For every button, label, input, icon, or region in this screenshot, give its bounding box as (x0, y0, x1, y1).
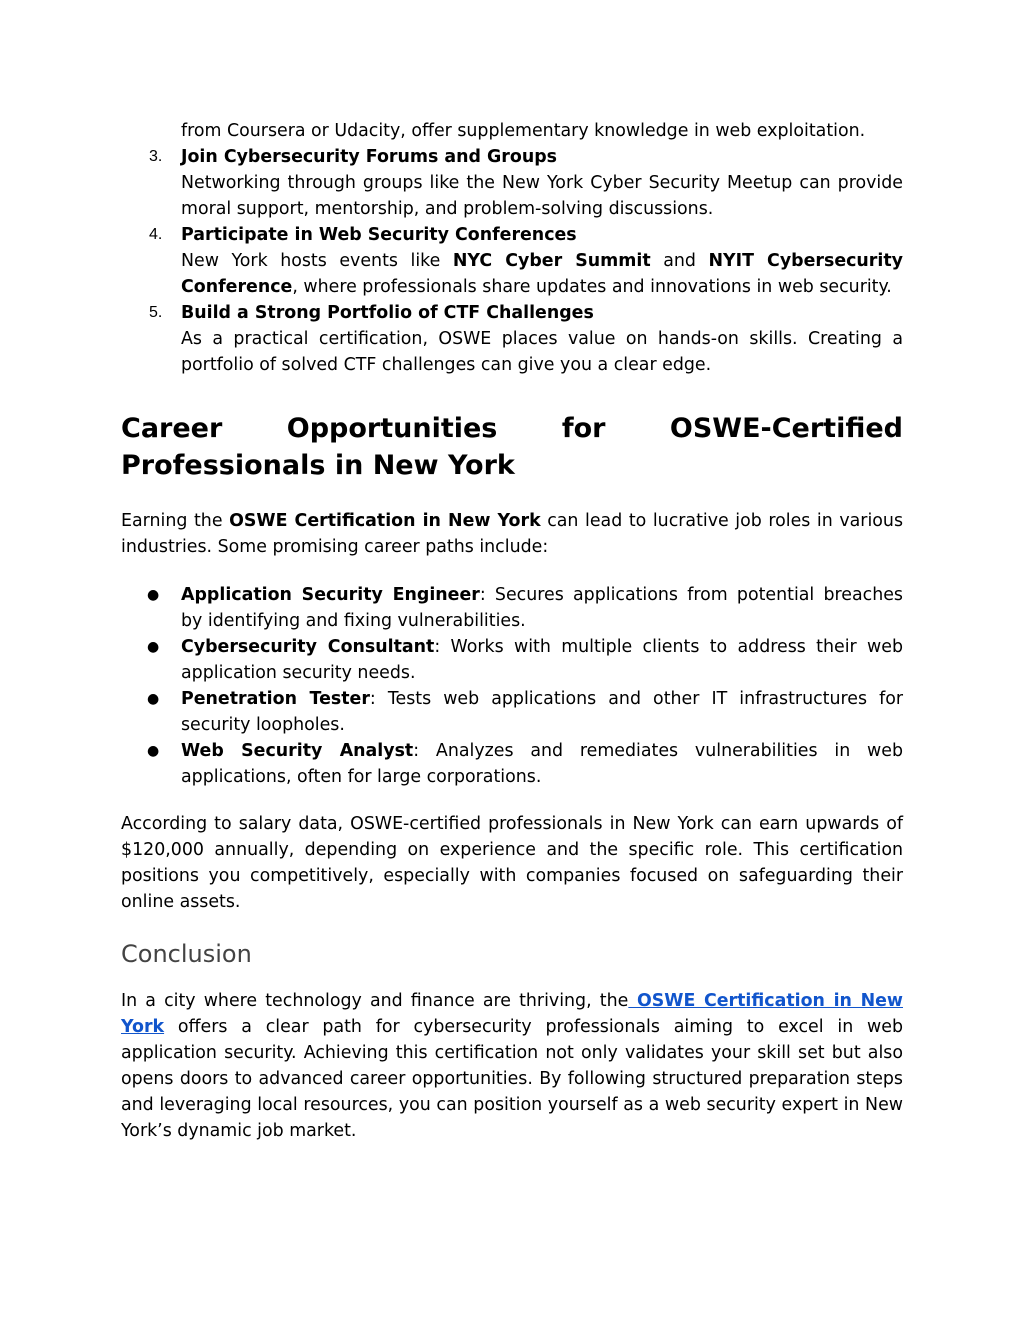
role-desc: : Tests web applications and other IT infrastructures for security loopholes. (181, 689, 903, 735)
step-text: As a practical certification, OSWE places value on hands-on skills. Creating a portfolio of solved CTF challenges can give you a clear edge. (181, 329, 903, 375)
bullet: ● (147, 587, 160, 603)
step-text: Networking through groups like the New York Cyber Security Meetup can provide moral support, mentorship, and problem-solving discussions. (181, 173, 903, 219)
conclusion-heading: Conclusion (121, 940, 252, 968)
bullet: ● (147, 639, 160, 655)
document-page (121, 118, 903, 1144)
career-roles-list (121, 582, 903, 790)
list-item-role (121, 738, 903, 790)
step-title: Participate in Web Security Conferences (181, 225, 577, 245)
conclusion-paragraph (121, 988, 903, 1144)
bullet: ● (147, 691, 160, 707)
list-number: 3. (149, 148, 163, 165)
list-number: 5. (149, 304, 163, 321)
role-desc: : Works with multiple clients to address their web application security needs. (181, 637, 903, 683)
career-intro (121, 508, 903, 560)
list-item-step-3 (121, 144, 903, 222)
continuation-text: from Coursera or Udacity, offer supplementary knowledge in web exploitation. (181, 121, 866, 141)
intro-bold: OSWE Certification in New York (229, 511, 541, 531)
role-title: Application Security Engineer (181, 585, 480, 605)
role-title: Web Security Analyst (181, 741, 414, 761)
step-text-part: and (650, 251, 709, 271)
intro-text-part: Earning the (121, 511, 230, 531)
event-name-nyit-conference: NYIT Cybersecurity Conference (181, 251, 903, 297)
role-desc: : Secures applications from potential breaches by identifying and fixing vulnerabilities. (181, 585, 903, 631)
step-text-part: , where professionals share updates and innovations in web security. (292, 277, 892, 297)
bullet: ● (147, 743, 160, 759)
step-title: Build a Strong Portfolio of CTF Challenges (181, 303, 594, 323)
list-item-step-5 (121, 300, 903, 378)
oswe-certification-link[interactable]: OSWE Certification in New York (121, 991, 903, 1037)
list-item-role (121, 686, 903, 738)
list-item-step-4 (121, 222, 903, 300)
role-title: Cybersecurity Consultant (181, 637, 435, 657)
conclusion-text-part: In a city where technology and finance are thriving, the (121, 991, 629, 1011)
step-text-part: New York hosts events like (181, 251, 453, 271)
list-item-role (121, 582, 903, 634)
career-heading: Career Opportunities for OSWE-Certified Professionals in New York (121, 413, 903, 481)
list-number: 4. (149, 226, 163, 243)
role-title: Penetration Tester (181, 689, 370, 709)
salary-paragraph: According to salary data, OSWE-certified professionals in New York can earn upwards of $120,000 annually, depending on experience and the specific role. This certification positions you competitively, especially with companies focused on safeguarding their online assets. (121, 814, 903, 912)
step-text (181, 248, 903, 300)
list-item-role (121, 634, 903, 686)
intro-text-part: can lead to lucrative job roles in various industries. Some promising career paths include: (121, 511, 903, 557)
step-title: Join Cybersecurity Forums and Groups (181, 147, 558, 167)
conclusion-text-part: offers a clear path for cybersecurity professionals aiming to excel in web application security. Achieving this certification not only validates your skill set but also opens doors to advanced career opportunities. By following structured preparation steps and leveraging local resources, you can position yourself as a web security expert in New York’s dynamic job market. (121, 1017, 903, 1141)
event-name-nyc-cyber-summit: NYC Cyber Summit (452, 251, 651, 271)
role-desc: : Analyzes and remediates vulnerabilities in web applications, often for large corporations. (181, 741, 903, 787)
